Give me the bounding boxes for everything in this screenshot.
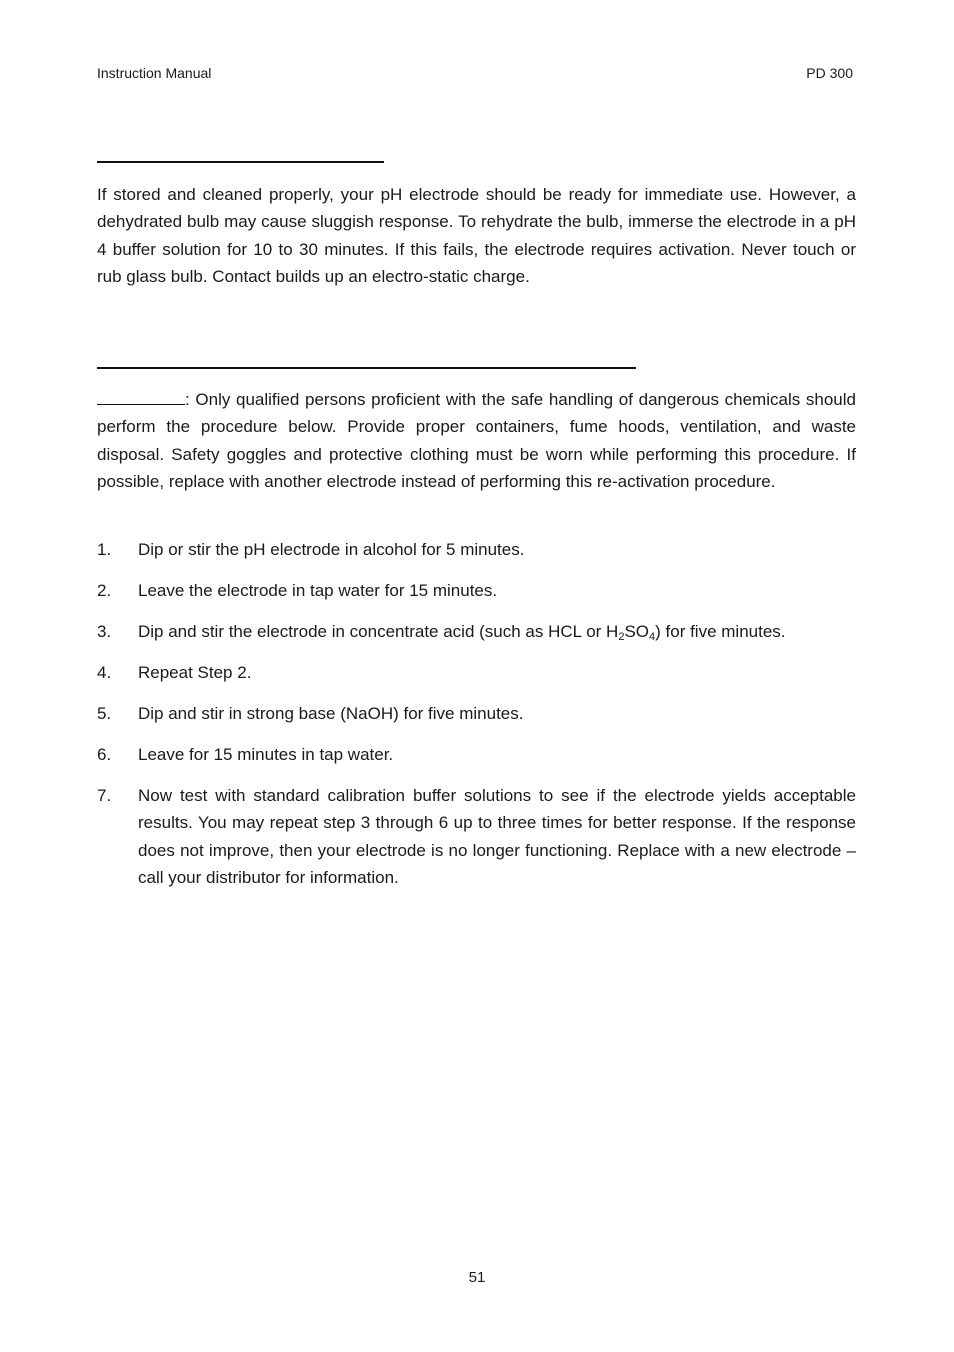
step-item	[97, 577, 856, 604]
step-text: Now test with standard calibration buffer solutions to see if the electrode yields acceptable results. You may repeat step 3 through 6 up to three times for better response. If the response does not improve, then your electrode is no longer functioning. Replace with a new electrode – call your distributor for information.	[138, 785, 856, 887]
step-number: 4.	[97, 662, 112, 682]
step-text: Repeat Step 2.	[138, 662, 252, 682]
section-heading-rule-storage	[97, 161, 384, 163]
step-number: 3.	[97, 621, 112, 641]
step-text: Leave for 15 minutes in tap water.	[138, 744, 394, 764]
step-number: 6.	[97, 744, 112, 764]
section-heading-rule-reactivation	[97, 367, 636, 369]
subscript: 2	[618, 630, 625, 643]
step-text	[138, 618, 856, 645]
reactivation-steps-list	[97, 536, 856, 905]
step-number: 2.	[97, 580, 112, 600]
step-text: Leave the electrode in tap water for 15 minutes.	[138, 580, 498, 600]
step-text-part: ) for five minutes.	[655, 621, 786, 641]
step-text: Dip or stir the pH electrode in alcohol for 5 minutes.	[138, 540, 525, 559]
header-model-name: PD 300	[806, 65, 853, 81]
step-item	[97, 536, 856, 563]
step-item	[97, 700, 856, 727]
caution-label-underline	[97, 390, 185, 405]
step-item	[97, 741, 856, 768]
step-item	[97, 659, 856, 686]
step-item	[97, 782, 856, 891]
caution-text: : Only qualified persons proficient with the safe handling of dangerous chemicals should perform the procedure below. Provide proper containers, fume hoods, ventilation, and waste disposal. Safety goggles and protective clothing must be worn while performing this procedure. If possible, replace with another electrode instead of performing this re-activation procedure.	[97, 390, 856, 491]
step-text-part: Dip and stir the electrode in concentrate acid (such as HCL or H	[138, 621, 619, 641]
step-number: 5.	[97, 703, 112, 723]
page-number: 51	[468, 1269, 486, 1286]
step-text: Dip and stir in strong base (NaOH) for five minutes.	[138, 703, 524, 723]
subscript: 4	[649, 630, 656, 643]
header-manual-title: Instruction Manual	[97, 65, 212, 81]
storage-paragraph: If stored and cleaned properly, your pH electrode should be ready for immediate use. However, a dehydrated bulb may cause sluggish response. To rehydrate the bulb, immerse the electrode in a pH 4 buffer solution for 10 to 30 minutes. If this fails, the electrode requires activation. Never touch or rub glass bulb. Contact builds up an electro-static charge.	[97, 185, 856, 286]
caution-paragraph	[97, 386, 856, 495]
step-number: 1.	[97, 540, 112, 559]
step-number: 7.	[97, 785, 112, 805]
step-text-part: SO	[624, 621, 650, 641]
step-item	[97, 618, 856, 645]
